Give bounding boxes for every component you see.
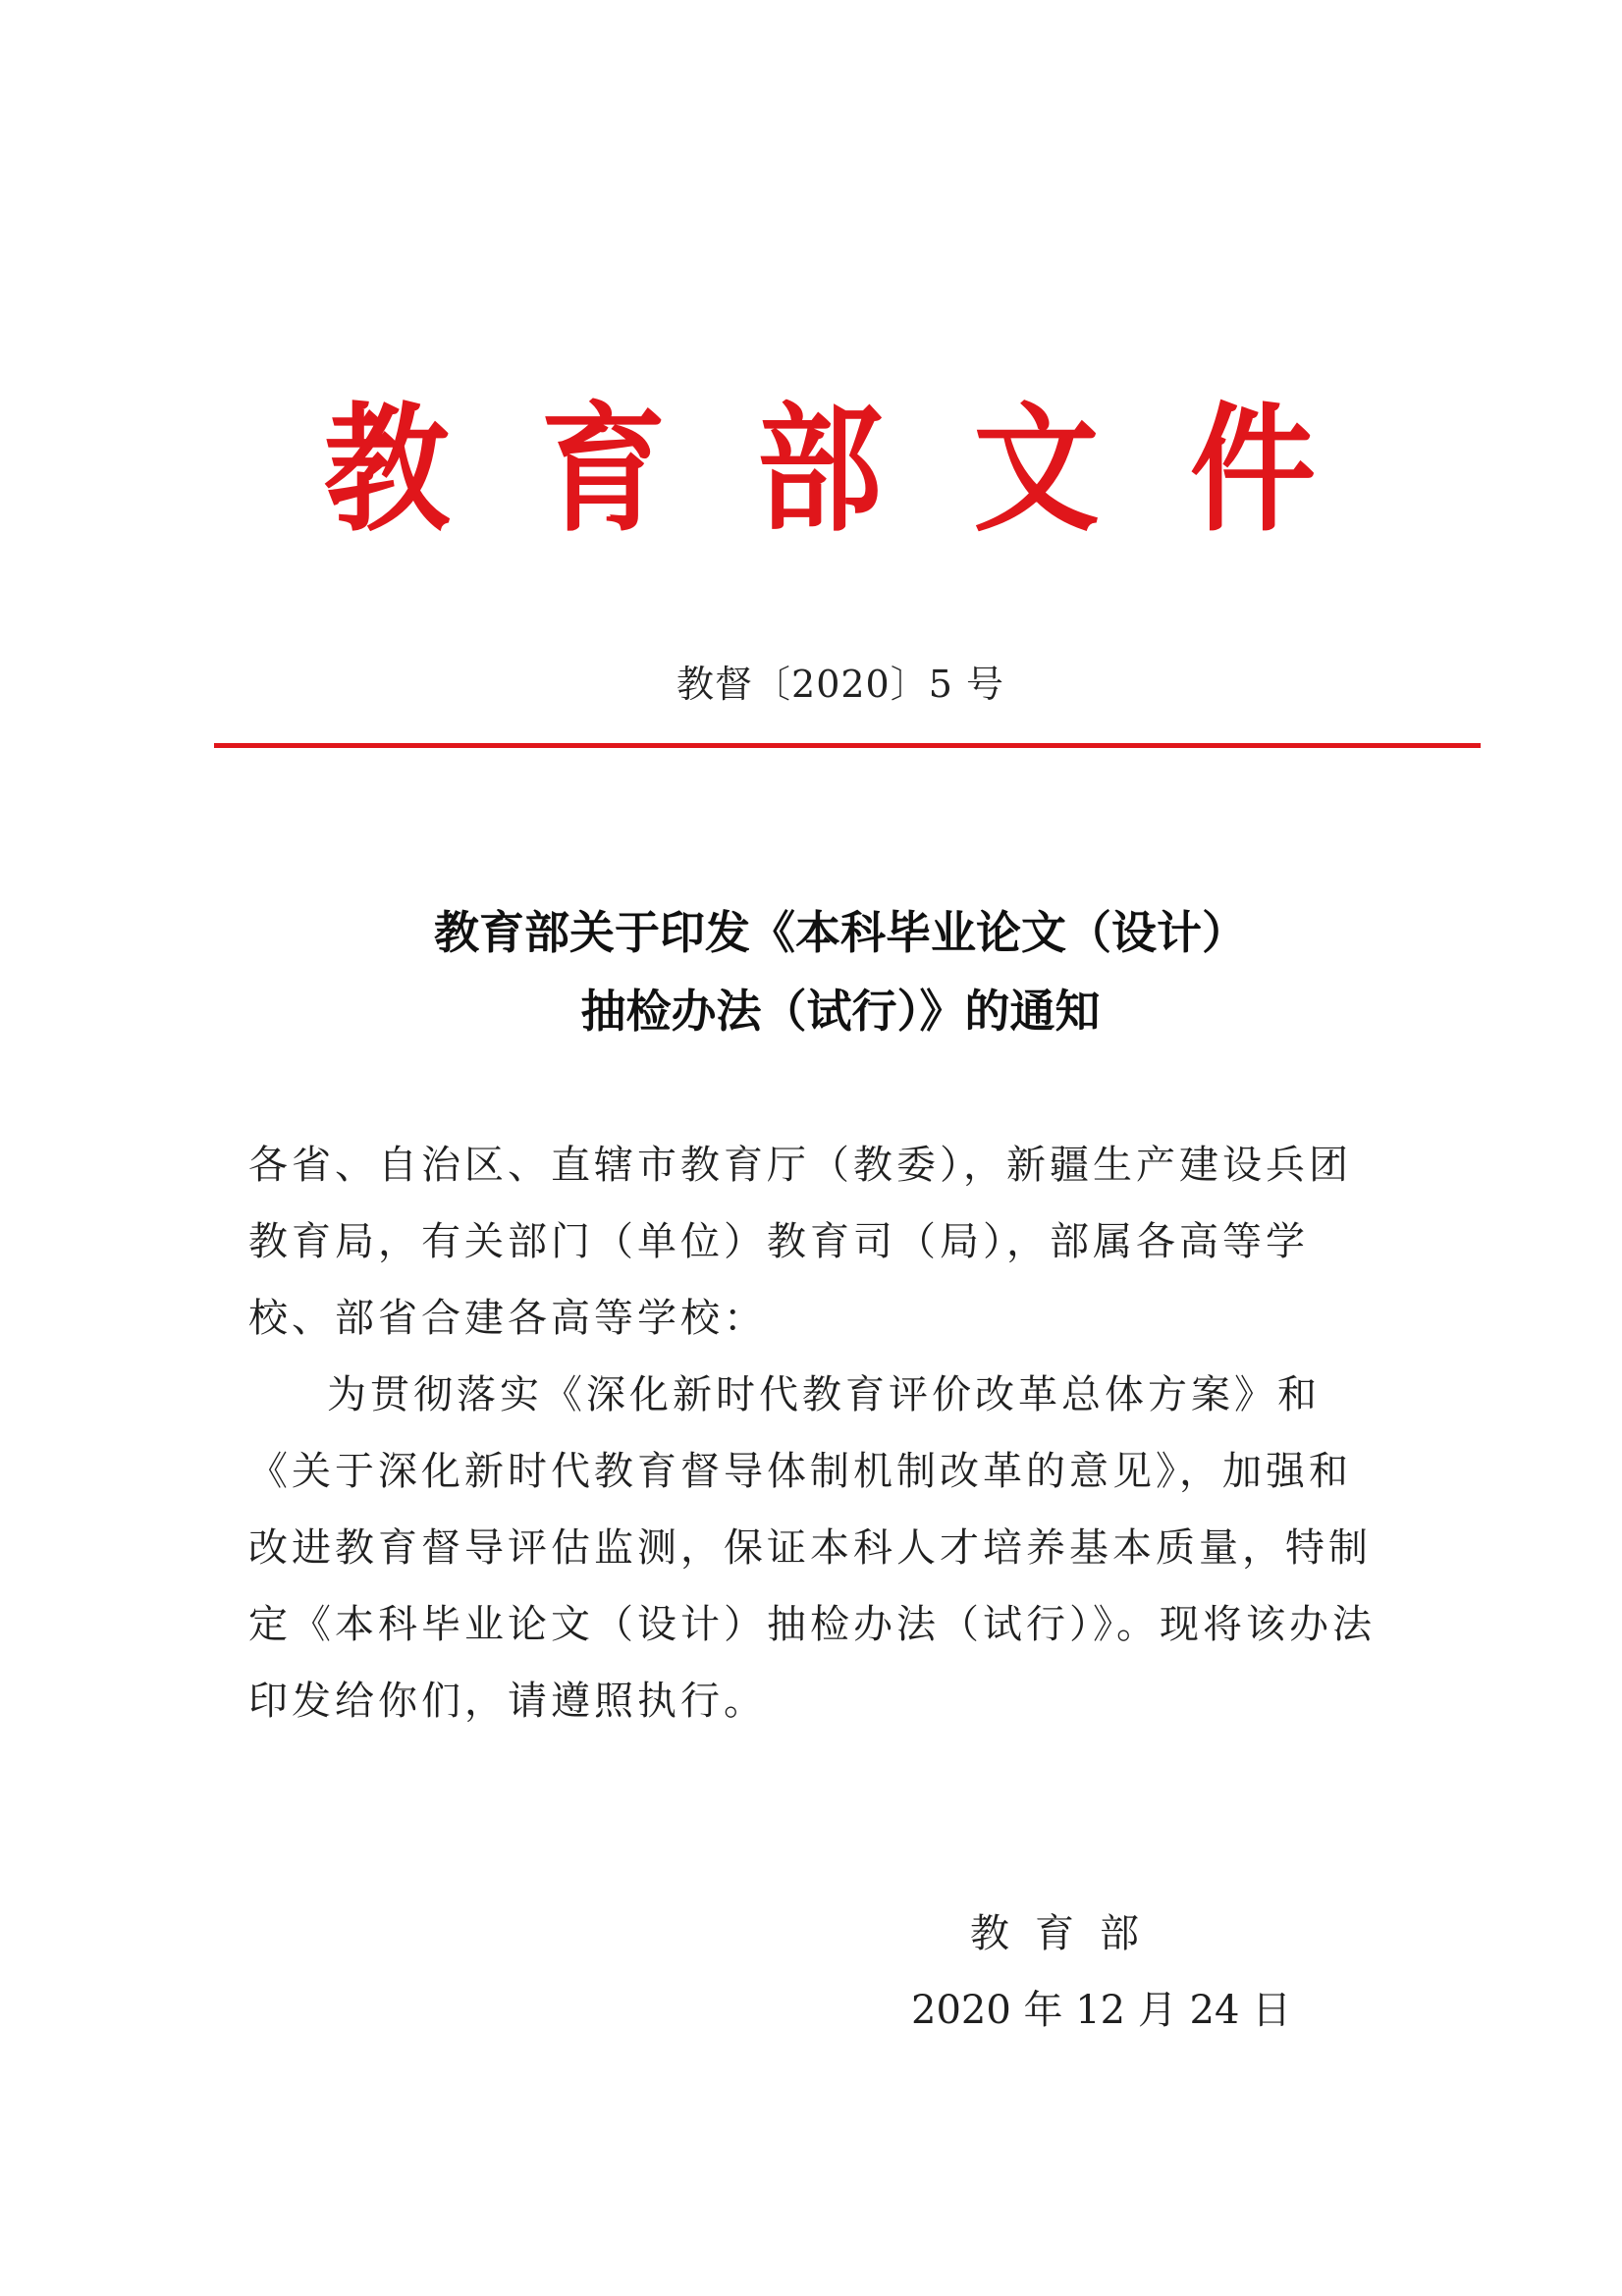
masthead-char: 部 (756, 390, 883, 552)
masthead-char: 教 (324, 390, 451, 552)
issue-date: 2020 年 12 月 24 日 (911, 1988, 1292, 2033)
signature-block (0, 1895, 1622, 2061)
masthead-char: 文 (973, 390, 1100, 552)
issuing-organization: 教育部 (970, 1911, 1164, 1956)
addressee: 各省、自治区、直辖市教育厅（教委），新疆生产建设兵团教育局，有关部门（单位）教育司（局），部属各高等学校、部省合建各高等学校： (248, 1143, 1352, 1341)
document-number: 教督〔2020〕5 号 (676, 663, 1004, 706)
red-divider (214, 743, 1481, 748)
masthead-char: 件 (1189, 390, 1316, 552)
title-line-2: 抽检办法（试行）》的通知 (580, 985, 1101, 1038)
body-paragraph: 为贯彻落实《深化新时代教育评价改革总体方案》和《关于深化新时代教育督导体制机制改革的意见》，加强和改进教育督导评估监测，保证本科人才培养基本质量，特制定《本科毕业论文（设计）抽检办法（试行）》。现将该办法印发给你们，请遵照执行。 (248, 1372, 1376, 1724)
document-title (0, 893, 1622, 1050)
masthead (324, 390, 1316, 552)
masthead-char: 育 (540, 390, 667, 552)
document-body (248, 1127, 1385, 1739)
title-line-1: 教育部关于印发《本科毕业论文（设计） (434, 906, 1247, 959)
